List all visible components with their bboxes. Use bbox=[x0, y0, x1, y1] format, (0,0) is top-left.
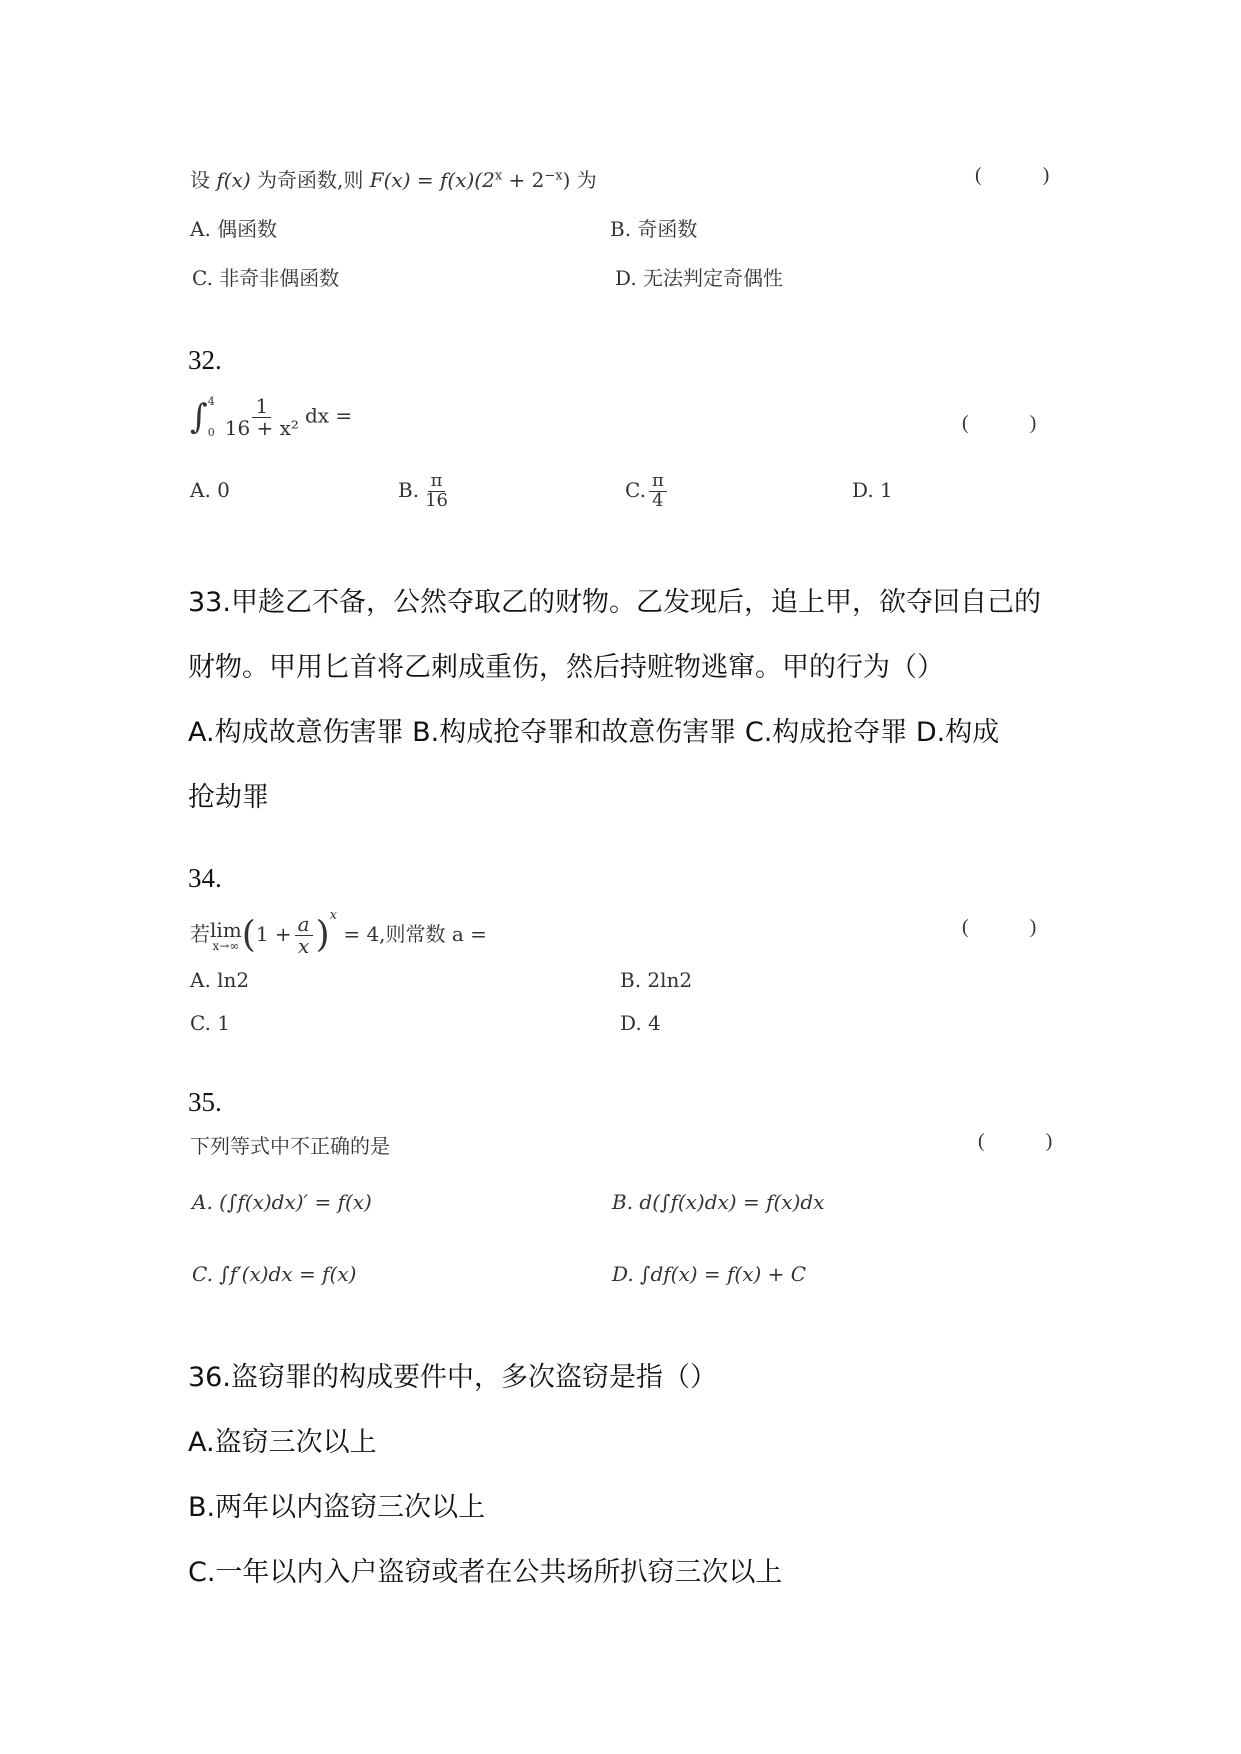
q34-frac-num: a bbox=[295, 914, 313, 936]
q32-option-c-den: 4 bbox=[652, 489, 664, 511]
q36-option-b: B.两年以内盗窃三次以上 bbox=[188, 1492, 486, 1523]
q31-stem-mid: 为奇函数,则 bbox=[250, 168, 370, 192]
q32-lower-limit: 0 bbox=[207, 426, 215, 440]
q36-option-c: C.一年以内入户盗窃或者在公共场所扒窃三次以上 bbox=[188, 1557, 783, 1588]
q32-answer-paren: ( ) bbox=[962, 412, 1065, 434]
q32-tail: dx = bbox=[304, 403, 353, 428]
q34-one-plus: 1 + bbox=[255, 922, 292, 946]
q31-stem bbox=[190, 164, 597, 193]
q34-prefix: 若 bbox=[190, 922, 210, 946]
q31-stem-exp2: −x bbox=[544, 168, 563, 184]
q36-option-a: A.盗窃三次以上 bbox=[188, 1427, 377, 1458]
q34-number: 34. bbox=[188, 863, 222, 893]
q32-option-b-den: 16 bbox=[425, 489, 448, 511]
q32-option-b-frac bbox=[422, 472, 451, 511]
q31-option-b: B. 奇函数 bbox=[610, 217, 698, 241]
q32-fraction bbox=[222, 393, 302, 440]
q34-answer-paren: ( ) bbox=[962, 916, 1065, 938]
q34-option-d: D. 4 bbox=[620, 1011, 661, 1035]
q34-option-c: C. 1 bbox=[190, 1011, 231, 1035]
q31-stem-expr: f(x)(2 bbox=[439, 168, 495, 192]
q33-line-2: 财物。甲用匕首将乙刺成重伤，然后持赃物逃窜。甲的行为（） bbox=[188, 652, 944, 683]
q33-line-3: A.构成故意伤害罪 B.构成抢夺罪和故意伤害罪 C.构成抢夺罪 D.构成 bbox=[188, 717, 1000, 748]
q34-suffix: = 4,则常数 a = bbox=[343, 922, 487, 946]
q31-stem-eq: = bbox=[410, 168, 440, 192]
q35-option-a: A. (∫f(x)dx)′ = f(x) bbox=[192, 1190, 372, 1214]
q32-stem bbox=[190, 395, 352, 439]
q32-number: 32. bbox=[188, 345, 222, 375]
q34-lim-word: lim bbox=[210, 917, 242, 942]
q31-stem-exp1: x bbox=[494, 168, 503, 184]
q31-stem-plus: + 2 bbox=[502, 168, 545, 192]
q35-answer-paren: ( ) bbox=[978, 1130, 1081, 1152]
q34-limit bbox=[210, 917, 242, 953]
q36-stem: 36.盗窃罪的构成要件中，多次盗窃是指（） bbox=[188, 1362, 717, 1393]
right-paren-icon: ) bbox=[315, 914, 330, 956]
q31-stem-fx: f(x) bbox=[216, 168, 251, 192]
q33-line-1: 33.甲趁乙不备，公然夺取乙的财物。乙发现后，追上甲，欲夺回自己的 bbox=[188, 587, 1041, 618]
q32-frac-num: 1 bbox=[252, 396, 271, 418]
q32-option-b-num: π bbox=[428, 472, 446, 492]
q32-option-c-label: C. bbox=[625, 477, 646, 502]
q31-stem-Fx: F(x) bbox=[369, 168, 411, 192]
q35-option-c: C. ∫f′(x)dx = f(x) bbox=[192, 1262, 357, 1286]
q32-upper-limit: 4 bbox=[207, 395, 215, 408]
q31-answer-paren: ( ) bbox=[975, 164, 1078, 186]
q32-option-c bbox=[625, 472, 670, 511]
q31-stem-suffix: 为 bbox=[570, 168, 597, 192]
q35-stem: 下列等式中不正确的是 bbox=[190, 1134, 390, 1158]
q31-option-a: A. 偶函数 bbox=[190, 217, 278, 241]
q34-frac-den: x bbox=[297, 934, 310, 958]
q31-stem-prefix: 设 bbox=[190, 168, 217, 192]
left-paren-icon: ( bbox=[241, 914, 256, 956]
q34-option-b: B. 2ln2 bbox=[620, 968, 693, 992]
q32-option-c-frac bbox=[649, 472, 667, 511]
q33-line-4: 抢劫罪 bbox=[188, 782, 269, 813]
q31-option-c: C. 非奇非偶函数 bbox=[192, 266, 340, 290]
q31-stem-close: ) bbox=[562, 168, 571, 192]
q32-option-b bbox=[398, 472, 454, 511]
q32-option-d: D. 1 bbox=[852, 478, 893, 502]
q34-exponent: x bbox=[329, 908, 337, 923]
q32-option-c-num: π bbox=[649, 472, 667, 492]
integral-sign: ∫ bbox=[190, 397, 208, 438]
q35-option-b: B. d(∫f(x)dx) = f(x)dx bbox=[612, 1190, 825, 1214]
q32-option-a: A. 0 bbox=[190, 478, 230, 502]
q32-frac-den: 16 + x² bbox=[224, 415, 299, 440]
q34-fraction bbox=[295, 914, 313, 957]
q34-lim-sub: x→∞ bbox=[212, 938, 240, 953]
q32-limits bbox=[208, 395, 215, 439]
q32-option-b-label: B. bbox=[398, 477, 420, 502]
q35-number: 35. bbox=[188, 1087, 222, 1117]
q31-option-d: D. 无法判定奇偶性 bbox=[615, 266, 784, 290]
q34-stem bbox=[190, 908, 487, 957]
q34-option-a: A. ln2 bbox=[190, 968, 250, 992]
q35-option-d: D. ∫df(x) = f(x) + C bbox=[612, 1262, 807, 1286]
